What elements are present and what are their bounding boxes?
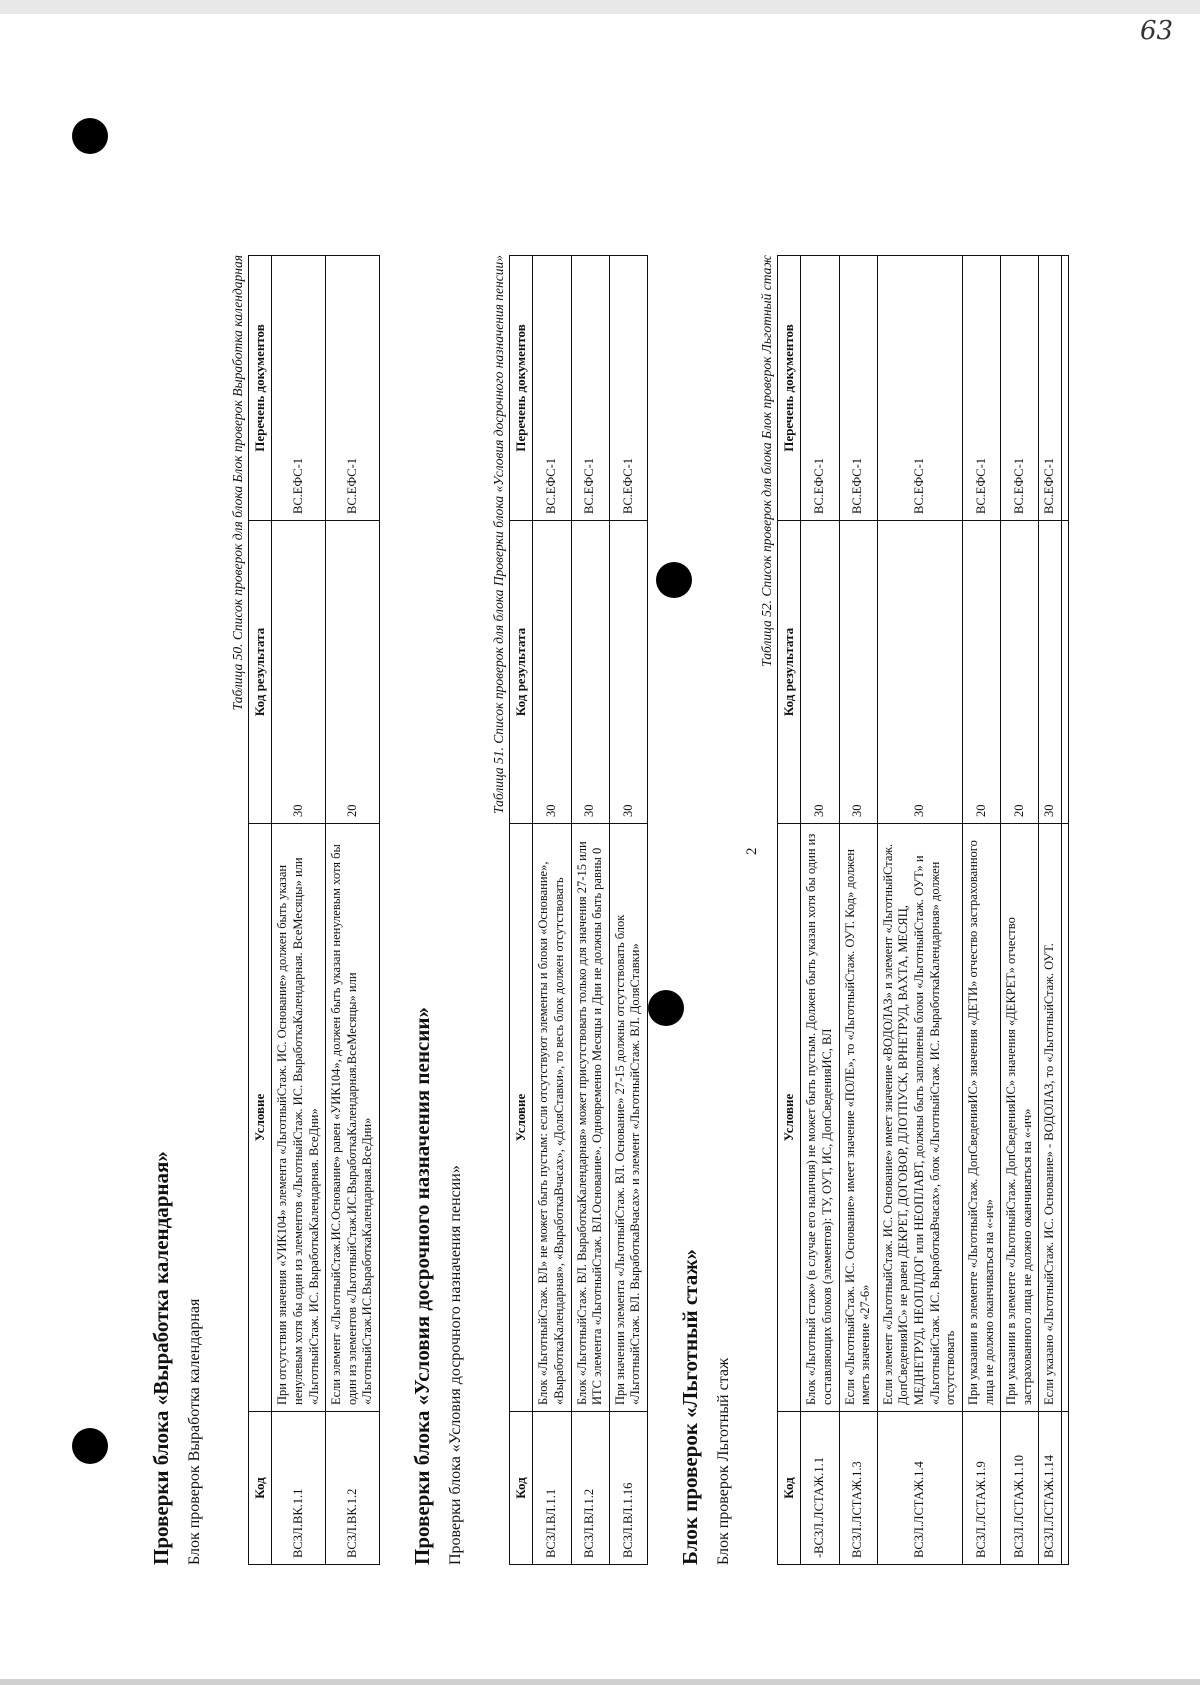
table-row <box>877 256 962 1565</box>
cell-condition: Блок «ЛьготныйСтаж. ВЛ» не может быть пустым: если отсутствуют элементы и блоки «Основание», «ВыработкаКалендарная», «ВыработкаВчасах», «ДоляСтавки», то весь блок должен отсутствовать <box>533 824 571 1412</box>
cell-condition: Если элемент «ЛьготныйСтаж. ИС. Основание» имеет значение «ВОДОЛАЗ» и элемент «ЛьготныйСтаж. ДопСведенияИС» не равен ДЕКРЕТ, ДОГОВОР, ДЛОТПУСК, ВРНЕТРУД, ВАХТА, МЕСЯЦ, МЕДНЕТРУД, НЕОПЛДОГ или НЕОПЛАВТ, должны быть заполнены блоки «ЛьготныйСтаж. ОУТ» и «ЛьготныйСтаж. ИС. ВыработкаВчасах», блок «ЛьготныйСтаж. ИС. ВыработкаКалендарная» должен отсутствовать <box>877 824 962 1412</box>
cell-condition: При указании в элементе «ЛьготныйСтаж. ДопСведенияИС» значения «ДЕТИ» отчество застрахованного лица не должно оканчиваться на «-ич» <box>962 824 1000 1412</box>
cell-condition: Если элемент «ЛьготныйСтаж.ИС.Основание» равен «УИК104», должен быть указан ненулевым хотя бы один из элементов «ЛьготныйСтаж.ИС.ВыработкаКалендарная.ВсеМесяцы» или «ЛьготныйСтаж.ИС.ВыработкаКалендарная.ВсеДни» <box>326 824 380 1412</box>
cell-code: ВСЗЛ.ВЛ.1.16 <box>609 1412 647 1565</box>
cell-result: 30 <box>571 521 609 824</box>
column-header-result: Код результата <box>249 521 272 824</box>
column-header-condition: Условие <box>510 824 533 1412</box>
cell-result <box>1062 521 1069 824</box>
cell-result: 30 <box>272 521 326 824</box>
table-row <box>962 256 1000 1565</box>
table-row <box>533 256 571 1565</box>
cell-code: ВСЗЛ.ВК.1.2 <box>326 1412 380 1565</box>
column-header-code: Код <box>249 1412 272 1565</box>
section-title: Блок проверок «Льготный стаж» <box>678 1249 702 1565</box>
cell-docs: ВС.ЕФС-1 <box>609 256 647 521</box>
checks-table-50 <box>248 255 380 1565</box>
table-header-row <box>249 256 272 1565</box>
column-header-docs: Перечень документов <box>249 256 272 521</box>
table-caption: Таблица 52. Список проверок для блока Блок проверок Льготный стаж <box>759 255 774 667</box>
cell-docs: ВС.ЕФС-1 <box>962 256 1000 521</box>
cell-condition: Если указано «ЛьготныйСтаж. ИС. Основание» - ВОДОЛАЗ, то «ЛьготныйСтаж. ОУТ. <box>1039 824 1062 1412</box>
table-caption: Таблица 50. Список проверок для блока Блок проверок Выработка календарная <box>230 255 245 711</box>
section-subtitle: Проверки блока «Условия досрочного назначения пенсии» <box>447 1165 464 1565</box>
cell-code: ВСЗЛ.ВК.1.1 <box>272 1412 326 1565</box>
table-row <box>1039 256 1062 1565</box>
table-header-row <box>778 256 801 1565</box>
cell-code <box>1062 1412 1069 1565</box>
cell-condition: При отсутствии значения «УИК104» элемента «ЛьготныйСтаж. ИС. Основание» должен быть указан ненулевым хотя бы один из элементов «ЛьготныйСтаж. ИС. ВыработкаКалендарная. ВсеМесяцы» или «ЛьготныйСтаж. ИС. ВыработкаКалендарная. ВсеДни» <box>272 824 326 1412</box>
column-header-code: Код <box>778 1412 801 1565</box>
handwritten-page-number: 63 <box>1140 16 1174 46</box>
cell-result: 30 <box>533 521 571 824</box>
table-row <box>571 256 609 1565</box>
table-row <box>272 256 326 1565</box>
page-number: 2 <box>744 847 760 855</box>
cell-code: ВСЗЛ.ЛСТАЖ.1.10 <box>1001 1412 1039 1565</box>
cell-result: 30 <box>877 521 962 824</box>
cell-docs <box>1062 256 1069 521</box>
cell-condition: При указании в элементе «ЛьготныйСтаж. ДопСведенияИС» значения «ДЕКРЕТ» отчество застрахованного лица не должно оканчиваться на «-ич» <box>1001 824 1039 1412</box>
cell-code: ВСЗЛ.ВЛ.1.1 <box>533 1412 571 1565</box>
table-row <box>1062 256 1069 1565</box>
cell-result: 30 <box>1039 521 1062 824</box>
cell-result: 20 <box>962 521 1000 824</box>
rotated-document-page <box>94 105 1134 1585</box>
cell-condition: Блок «Льготный стаж» (в случае его наличия) не может быть пустым. Должен быть указан хотя бы один из составляющих блоков (элементов): ТУ, ОУТ, ИС, ДопСведенияИС, ВЛ <box>801 824 839 1412</box>
cell-condition: Блок «ЛьготныйСтаж. ВЛ. ВыработкаКалендарная» может присутствовать только для значения 27-15 или ИТС элемента «ЛьготныйСтаж. ВЛ.Основание». Одновременно Месяцы и Дни не должны быть равны 0 <box>571 824 609 1412</box>
scan-bottom-edge <box>0 1679 1200 1685</box>
table-row <box>1001 256 1039 1565</box>
checks-table-52 <box>777 255 1069 1565</box>
checks-table-51 <box>509 255 648 1565</box>
cell-code: ВСЗЛ.ЛСТАЖ.1.4 <box>877 1412 962 1565</box>
cell-code: ВСЗЛ.ЛСТАЖ.1.3 <box>839 1412 877 1565</box>
table-row <box>801 256 839 1565</box>
cell-condition: При значении элемента «ЛьготныйСтаж. ВЛ. Основание» 27-15 должны отсутствовать блок «ЛьготныйСтаж. ВЛ. ВыработкаВчасах» и элемент «ЛьготныйСтаж. ВЛ. ДоляСтавки» <box>609 824 647 1412</box>
cell-code: ВСЗЛ.ЛСТАЖ.1.9 <box>962 1412 1000 1565</box>
cell-docs: ВС.ЕФС-1 <box>839 256 877 521</box>
cell-code: -ВСЗЛ.ЛСТАЖ.1.1 <box>801 1412 839 1565</box>
table-row <box>609 256 647 1565</box>
table-row <box>326 256 380 1565</box>
column-header-docs: Перечень документов <box>778 256 801 521</box>
cell-docs: ВС.ЕФС-1 <box>326 256 380 521</box>
column-header-result: Код результата <box>510 521 533 824</box>
cell-code: ВСЗЛ.ВЛ.1.2 <box>571 1412 609 1565</box>
cell-result: 30 <box>801 521 839 824</box>
document-content <box>149 255 1099 1565</box>
cell-docs: ВС.ЕФС-1 <box>533 256 571 521</box>
cell-result: 20 <box>326 521 380 824</box>
cell-docs: ВС.ЕФС-1 <box>801 256 839 521</box>
cell-result: 20 <box>1001 521 1039 824</box>
cell-code: ВСЗЛ.ЛСТАЖ.1.14 <box>1039 1412 1062 1565</box>
cell-docs: ВС.ЕФС-1 <box>1001 256 1039 521</box>
cell-result: 30 <box>839 521 877 824</box>
cell-condition: Если «ЛьготныйСтаж. ИС. Основание» имеет значение «ПОЛЕ», то «ЛьготныйСтаж. ОУТ. Код» должен иметь значение «27-6» <box>839 824 877 1412</box>
column-header-code: Код <box>510 1412 533 1565</box>
cell-docs: ВС.ЕФС-1 <box>1039 256 1062 521</box>
cell-docs: ВС.ЕФС-1 <box>877 256 962 521</box>
cell-docs: ВС.ЕФС-1 <box>272 256 326 521</box>
cell-condition <box>1062 824 1069 1412</box>
section-subtitle: Блок проверок Льготный стаж <box>715 1357 732 1565</box>
section-title: Проверки блока «Выработка календарная» <box>149 1151 173 1565</box>
table-row <box>839 256 877 1565</box>
table-caption: Таблица 51. Список проверок для блока Проверки блока «Условия досрочного назначения пенсии» <box>491 255 506 814</box>
cell-result: 30 <box>609 521 647 824</box>
section-title: Проверки блока «Условия досрочного назначения пенсии» <box>410 1007 434 1565</box>
cell-docs: ВС.ЕФС-1 <box>571 256 609 521</box>
column-header-condition: Условие <box>778 824 801 1412</box>
table-header-row <box>510 256 533 1565</box>
column-header-result: Код результата <box>778 521 801 824</box>
scan-top-edge <box>0 0 1200 14</box>
column-header-condition: Условие <box>249 824 272 1412</box>
section-subtitle: Блок проверок Выработка календарная <box>186 1298 203 1565</box>
column-header-docs: Перечень документов <box>510 256 533 521</box>
